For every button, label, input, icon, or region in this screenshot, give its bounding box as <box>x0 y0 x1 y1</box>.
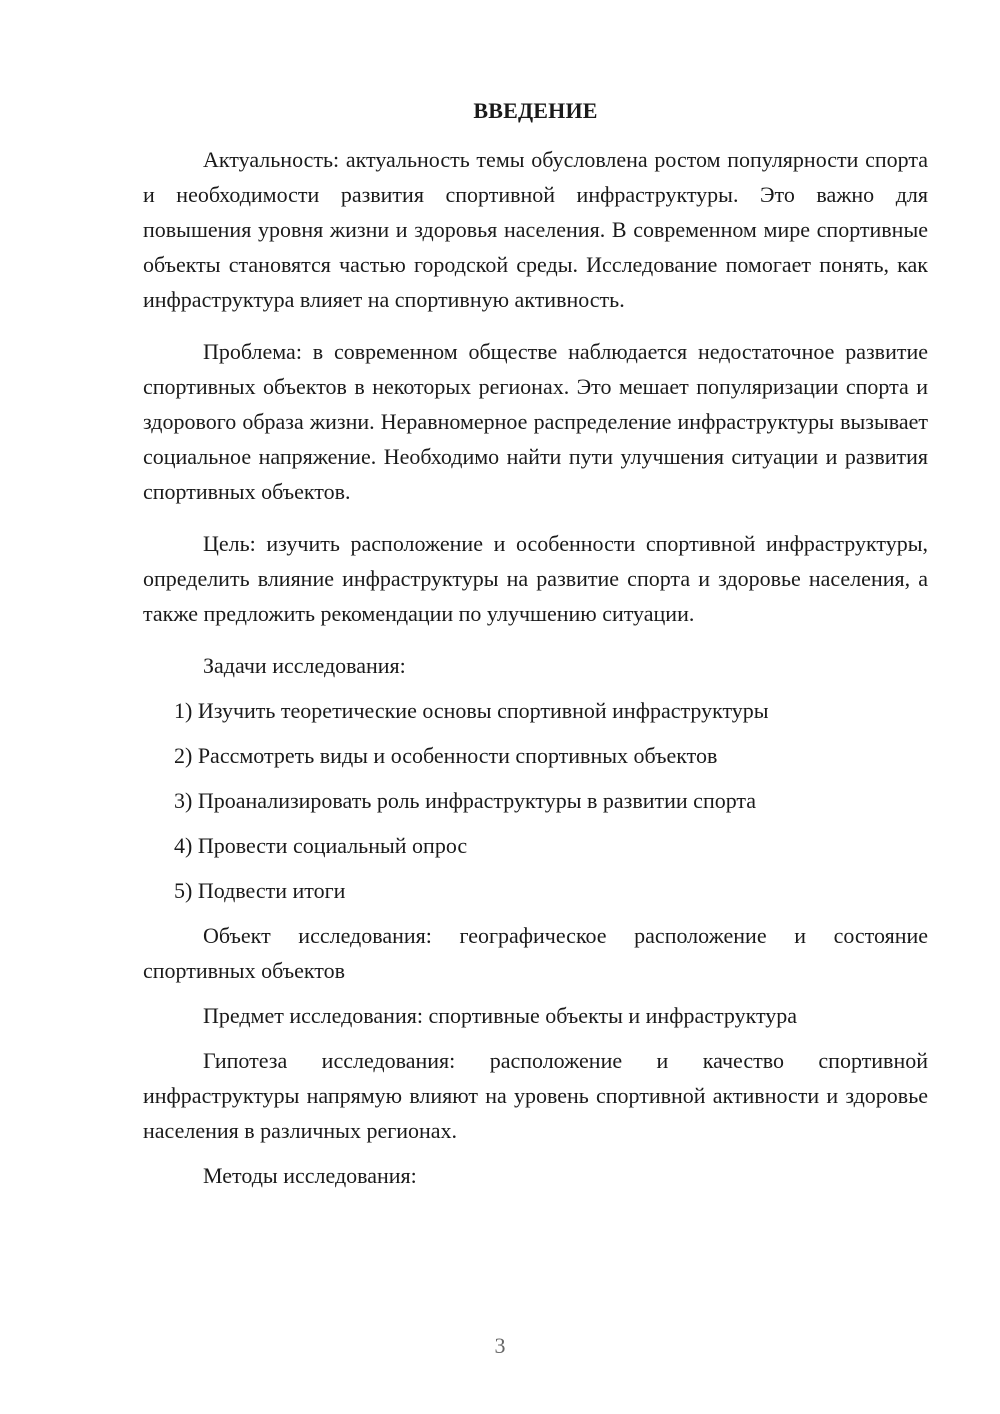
methods-heading: Методы исследования: <box>203 1163 417 1188</box>
section-title: ВВЕДЕНИЕ <box>473 98 598 123</box>
task-item: 1) Изучить теоретические основы спортивной инфраструктуры <box>174 698 769 723</box>
task-item: 4) Провести социальный опрос <box>174 833 468 858</box>
task-item: 2) Рассмотреть виды и особенности спортивных объектов <box>174 743 718 768</box>
document-page <box>143 93 928 1203</box>
problem-paragraph: Проблема: в современном обществе наблюдается недостаточное развитие спортивных объектов в некоторых регионах. Это мешает популяризации спорта и здорового образа жизни. Неравномерное распределение инфраструктуры вызывает социальное напряжение. Необходимо найти пути улучшения ситуации и развития спортивных объектов. <box>143 339 928 504</box>
hypothesis-paragraph: Гипотеза исследования: расположение и качество спортивной инфраструктуры напрямую влияют на уровень спортивной активности и здоровье населения в различных регионах. <box>143 1048 928 1143</box>
page-number: 3 <box>494 1333 506 1358</box>
task-item: 3) Проанализировать роль инфраструктуры в развитии спорта <box>174 788 757 813</box>
object-paragraph: Объект исследования: географическое расположение и состояние спортивных объектов <box>143 923 928 983</box>
subject-paragraph: Предмет исследования: спортивные объекты и инфраструктура <box>203 1003 798 1028</box>
goal-paragraph: Цель: изучить расположение и особенности спортивной инфраструктуры, определить влияние инфраструктуры на развитие спорта и здоровье населения, а также предложить рекомендации по улучшению ситуации. <box>143 531 928 626</box>
task-item: 5) Подвести итоги <box>174 878 346 903</box>
relevance-paragraph: Актуальность: актуальность темы обусловлена ростом популярности спорта и необходимости развития спортивной инфраструктуры. Это важно для повышения уровня жизни и здоровья населения. В современном мире спортивные объекты становятся частью городской среды. Исследование помогает понять, как инфраструктура влияет на спортивную активность. <box>143 147 928 312</box>
tasks-heading: Задачи исследования: <box>203 653 406 678</box>
